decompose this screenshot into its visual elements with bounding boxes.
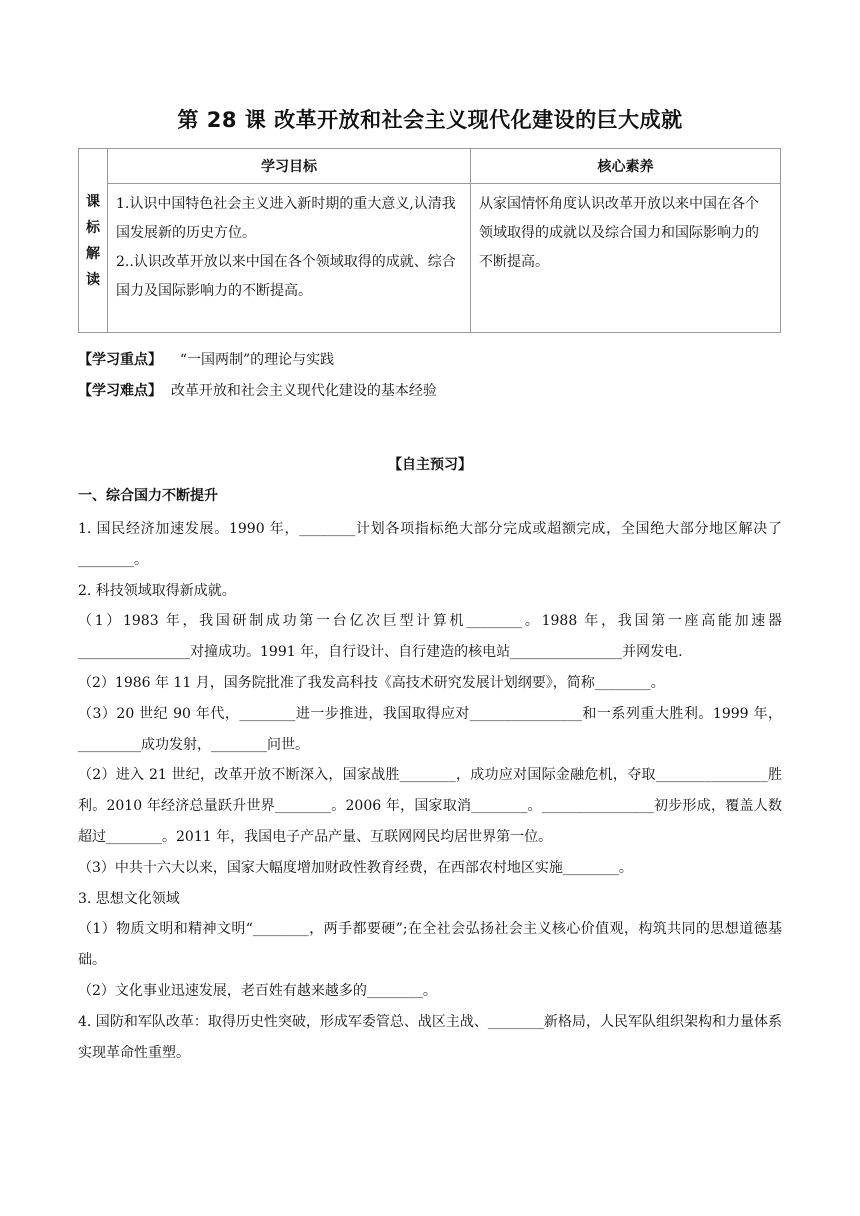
paragraph: （2）文化事业迅速发展，老百姓有越来越多的________。 — [78, 982, 437, 999]
preview-content — [78, 514, 782, 1068]
curriculum-table — [78, 148, 781, 333]
paragraph: （2）进入 21 世纪，改革开放不断深入，国家战胜________，成功应对国际金融危机，夺取________________胜利。2010 年经济总量跃升世界________。2006 年，国家取消________。________________初步形成，覆盖人数超过________。2011 年，我国电子产品产量、互联网网民均居世界第一位。 — [78, 767, 782, 845]
paragraph: （2）1986 年 11 月，国务院批准了我发高科技《高技术研究发展计划纲要》，简称________。 — [78, 674, 665, 691]
paragraph: （1）1983 年，我国研制成功第一台亿次巨型计算机________。1988 年，我国第一座高能加速器________________对撞成功。1991 年，自行设计、自行建造的核电站________________并网发电. — [78, 613, 782, 661]
paragraph: 2. 科技领域取得新成就。 — [78, 582, 236, 599]
paragraph: （3）中共十六大以来，国家大幅度增加财政性教育经费，在西部农村地区实施________。 — [78, 859, 633, 876]
section-heading: 一、综合国力不断提升 — [78, 488, 218, 504]
paragraph: 4. 国防和军队改革：取得历史性突破，形成军委管总、战区主战、________新格局，人民军队组织架构和力量体系实现革命性重塑。 — [78, 1013, 782, 1061]
core-literacy-cell — [471, 184, 781, 333]
key-difficulty-label: 【学习难点】 — [78, 383, 162, 399]
lesson-title: 第 28 课 改革开放和社会主义现代化建设的巨大成就 — [177, 108, 683, 132]
paragraph: （3）20 世纪 90 年代，________进一步推进，我国取得应对________________和一系列重大胜利。1999 年，_________成功发射，________问世。 — [78, 705, 782, 753]
key-focus-label: 【学习重点】 — [78, 352, 162, 368]
side-char: 标 — [86, 219, 100, 236]
table-side-label — [79, 149, 108, 333]
learning-goals-header: 学习目标 — [108, 149, 471, 184]
key-focus-line — [78, 349, 334, 369]
paragraph: 1. 国民经济加速发展。1990 年，________计划各项指标绝大部分完成或超额完成，全国绝大部分地区解决了________。 — [78, 521, 782, 568]
key-focus-text: “一国两制”的理论与实践 — [179, 352, 335, 368]
side-char: 课 — [86, 193, 100, 210]
paragraph: （1）物质文明和精神文明“________，两手都要硬”;在全社会弘扬社会主义核心价值观，构筑共同的思想道德基础。 — [78, 921, 782, 969]
paragraph: 3. 思想文化领域 — [78, 890, 180, 907]
side-char: 读 — [86, 271, 100, 288]
key-difficulty-line — [78, 380, 437, 400]
key-difficulty-text: 改革开放和社会主义现代化建设的基本经验 — [170, 383, 437, 399]
section-title: 【自主预习】 — [388, 457, 472, 473]
side-char: 解 — [86, 245, 100, 262]
core-literacy-header: 核心素养 — [471, 149, 781, 184]
learning-goals-cell — [108, 184, 471, 333]
core-literacy-text: 从家国情怀角度认识改革开放以来中国在各个领域取得的成就以及综合国力和国际影响力的不断提高。 — [479, 196, 759, 270]
learning-goals-text: 1.认识中国特色社会主义进入新时期的重大意义,认清我国发展新的历史方位。 2..认识改革开放以来中国在各个领域取得的成就、综合国力及国际影响力的不断提高。 — [116, 196, 456, 299]
